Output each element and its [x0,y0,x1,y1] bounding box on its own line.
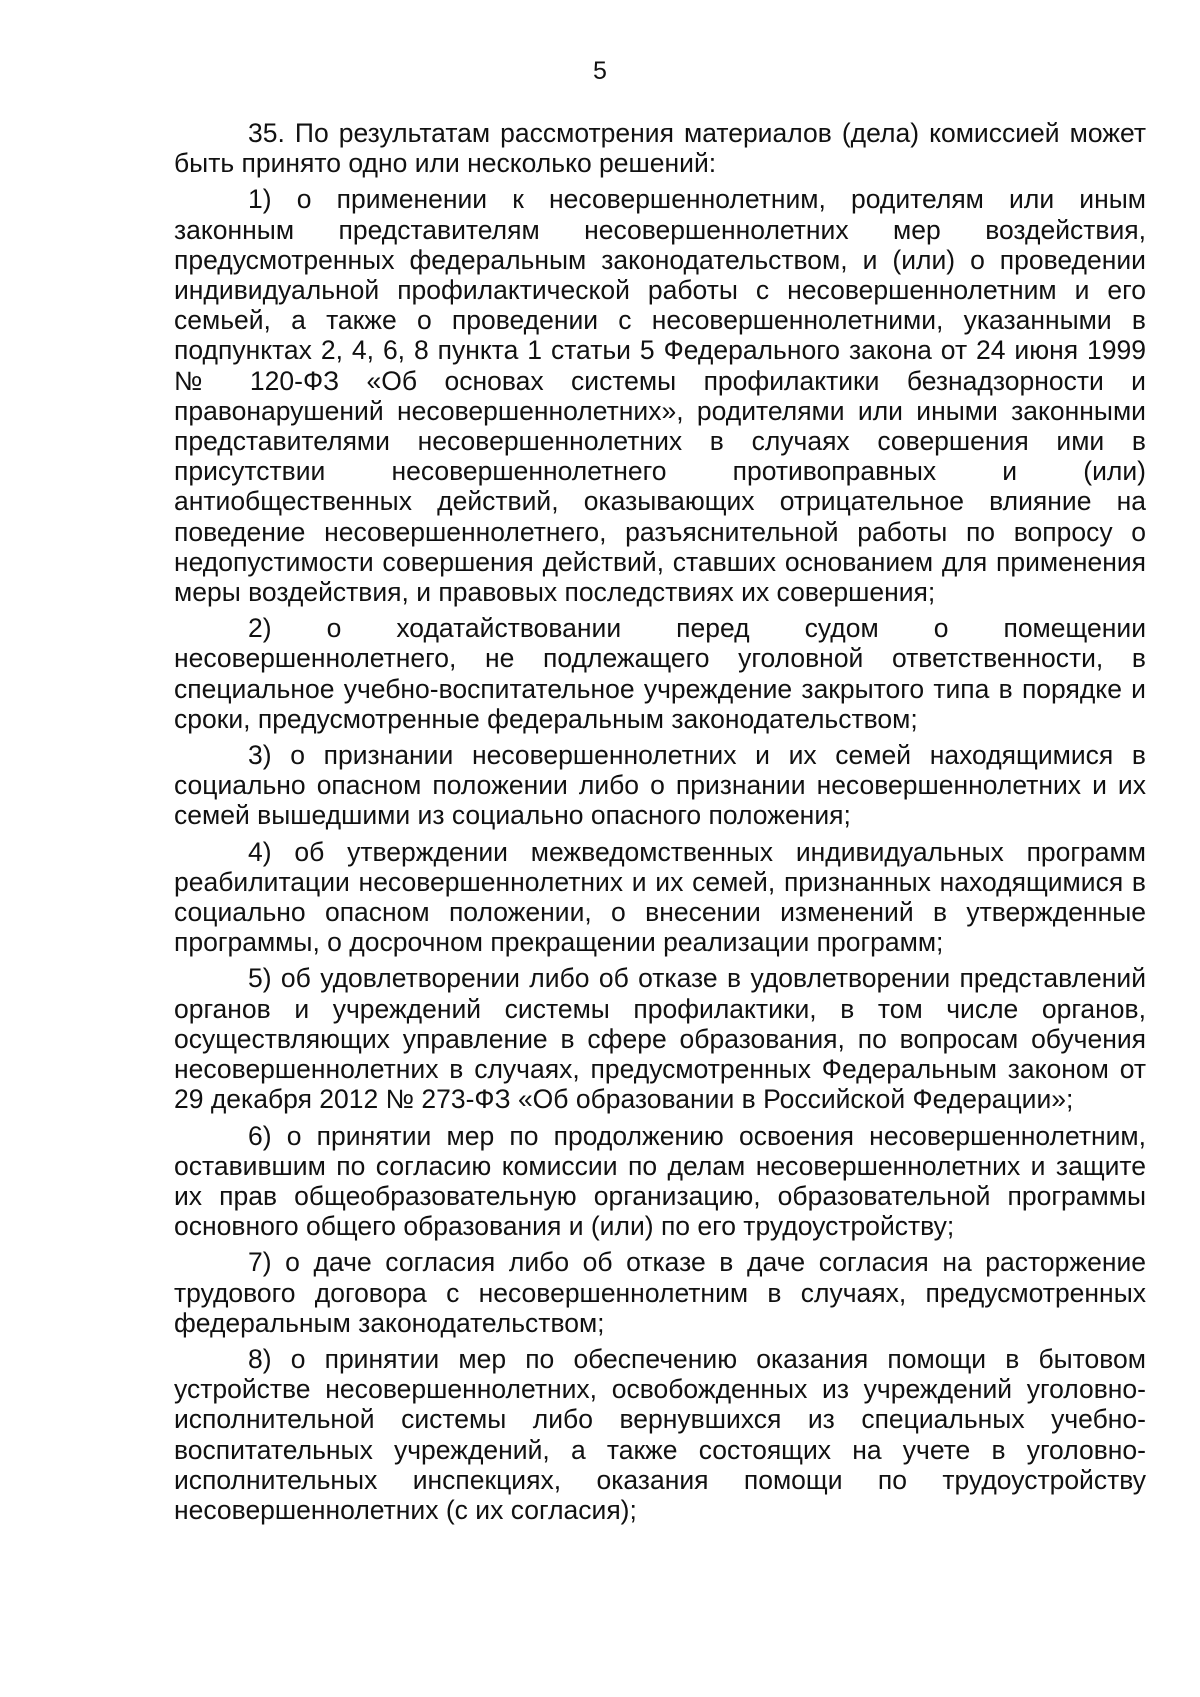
paragraph-subitem-2: 2) о ходатайствовании перед судом о помещении несовершеннолетнего, не подлежащего уголовной ответственности, в специальное учебно-воспитательное учреждение закрытого типа в порядке и сроки, предусмотренные федеральным законодательством; [174,613,1146,734]
paragraph-subitem-4: 4) об утверждении межведомственных индивидуальных программ реабилитации несовершеннолетних и их семей, признанных находящимися в социально опасном положении, о внесении изменений в утвержденные программы, о досрочном прекращении реализации программ; [174,836,1146,958]
paragraph-subitem-3: 3) о признании несовершеннолетних и их семей находящимися в социально опасном положении либо о признании несовершеннолетних и их семей вышедшими из социально опасного положения; [174,740,1146,831]
paragraph-subitem-6: 6) о принятии мер по продолжению освоения несовершеннолетним, оставившим по согласию комиссии по делам несовершеннолетних и защите их прав общеобразовательную организацию, образовательной программы основного общего образования и (или) по его трудоустройству; [174,1120,1146,1242]
paragraph-item-35: 35. По результатам рассмотрения материалов (дела) комиссией может быть принято одно или несколько решений: [174,118,1146,179]
document-body [174,118,1146,1531]
paragraph-subitem-1: 1) о применении к несовершеннолетним, родителям или иным законным представителям несовершеннолетних мер воздействия, предусмотренных федеральным законодательством, и (или) о проведении индивидуальной профилактической работы с несовершеннолетним и его семьей, а также о проведении с несовершеннолетними, указанными в подпунктах 2, 4, 6, 8 пункта 1 статьи 5 Федерального закона от 24 июня 1999 № 120-ФЗ «Об основах системы профилактики безнадзорности и правонарушений несовершеннолетних», родителями или иными законными представителями несовершеннолетних в случаях совершения ими в присутствии несовершеннолетнего противоправных и (или) антиобщественных действий, оказывающих отрицательное влияние на поведение несовершеннолетнего, разъяснительной работы по вопросу о недопустимости совершения действий, ставших основанием для применения меры воздействия, и правовых последствиях их совершения; [174,184,1146,608]
page-number: 5 [593,57,607,85]
paragraph-subitem-8: 8) о принятии мер по обеспечению оказания помощи в бытовом устройстве несовершеннолетних, освобожденных из учреждений уголовно-исполнительной системы либо вернувшихся из специальных учебно-воспитательных учреждений, а также состоящих на учете в уголовно-исполнительных инспекциях, оказания помощи по трудоустройству несовершеннолетних (с их согласия); [174,1343,1146,1525]
paragraph-subitem-7: 7) о даче согласия либо об отказе в даче согласия на расторжение трудового договора с несовершеннолетним в случаях, предусмотренных федеральным законодательством; [174,1247,1146,1338]
paragraph-subitem-5: 5) об удовлетворении либо об отказе в удовлетворении представлений органов и учреждений системы профилактики, в том числе органов, осуществляющих управление в сфере образования, по вопросам обучения несовершеннолетних в случаях, предусмотренных Федеральным законом от 29 декабря 2012 № 273-ФЗ «Об образовании в Российской Федерации»; [174,963,1146,1115]
